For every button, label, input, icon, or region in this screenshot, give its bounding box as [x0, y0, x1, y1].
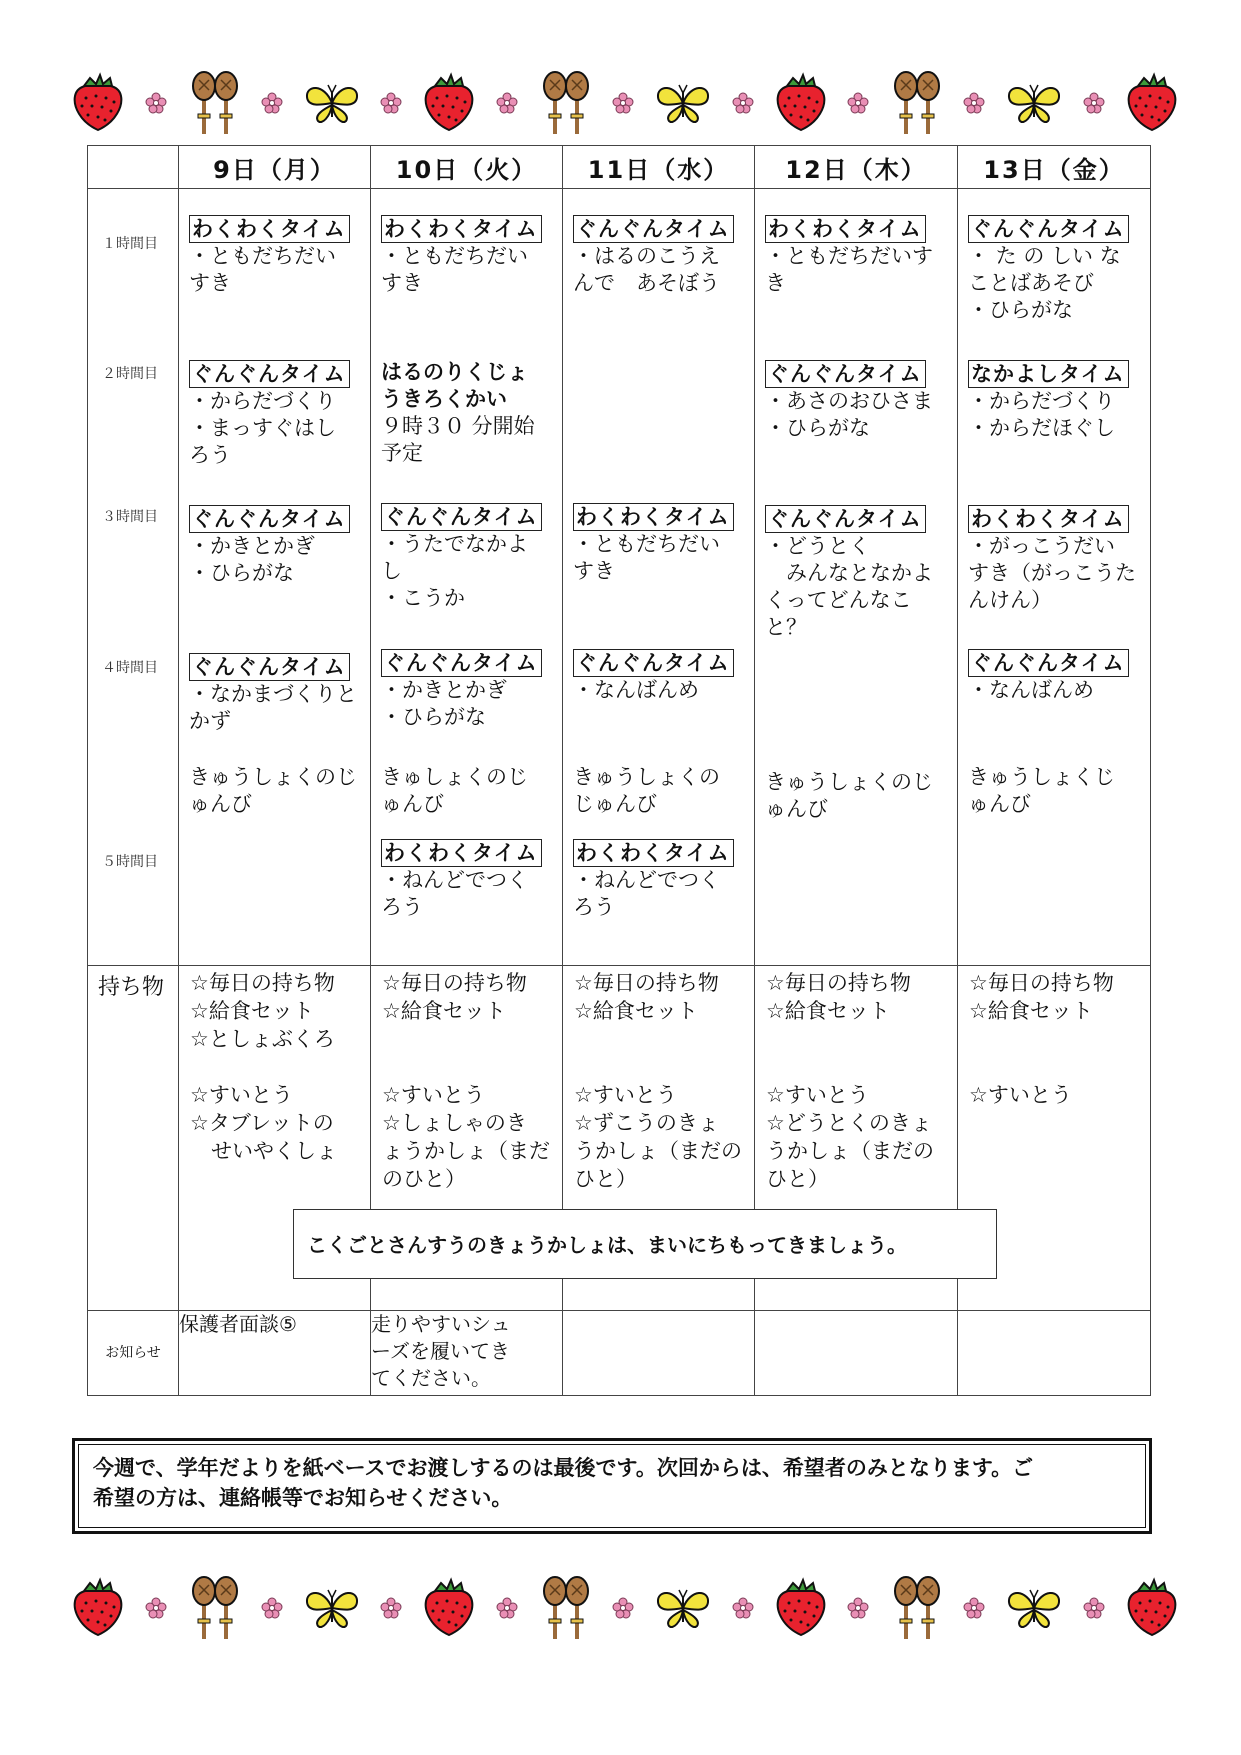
lesson-detail: ・なんばんめ	[968, 678, 1094, 702]
lesson-block	[573, 649, 748, 704]
lesson-detail: んけん）	[968, 588, 1052, 612]
decorative-border-bottom	[70, 1563, 1180, 1653]
belonging-item: ひと）	[574, 1167, 637, 1191]
belonging-item: うかしょ（まだの	[766, 1139, 934, 1163]
lunch-prep	[189, 764, 364, 818]
lesson-tag: ぐんぐんタイム	[189, 360, 350, 388]
day-header-wed: 11日（水）	[563, 146, 755, 189]
lunch-text: きゅしょくのじ	[381, 765, 528, 789]
lesson-block	[381, 649, 556, 731]
lesson-detail: ・どうとく	[765, 534, 870, 558]
lesson-detail: ・ひらがな	[189, 561, 294, 585]
lesson-detail: ・ともだちだいす	[765, 244, 933, 268]
flower-icon	[380, 92, 402, 114]
lesson-detail: ・がっこうだい	[968, 534, 1115, 558]
lesson-detail: ・からだづくり	[189, 389, 336, 413]
day-header-tue: 10日（火）	[371, 146, 563, 189]
belonging-item: ☆毎日の持ち物	[766, 971, 911, 995]
lesson-tag: ぐんぐんタイム	[573, 215, 734, 243]
lesson-block	[189, 360, 364, 469]
lesson-block	[968, 215, 1144, 324]
flower-icon	[847, 92, 869, 114]
lesson-block	[968, 505, 1144, 614]
period-label: ４時間目	[102, 660, 158, 676]
butterfly-icon	[653, 81, 713, 125]
lesson-tag: わくわくタイム	[573, 839, 734, 867]
belonging-item: のひと）	[382, 1167, 466, 1191]
flower-icon	[612, 92, 634, 114]
notice-tue	[371, 1311, 563, 1396]
belongings-label: 持ち物	[88, 966, 179, 1311]
butterfly-icon	[653, 1586, 713, 1630]
bottom-notice-inner	[78, 1444, 1146, 1528]
belonging-item: ☆給食セット	[766, 999, 890, 1023]
strawberry-icon	[421, 1577, 477, 1639]
bottom-notice-text: 今週で、学年だよりを紙ベースでお渡しするのは最後です。次回からは、希望者のみとなります。ご	[93, 1456, 1034, 1480]
lesson-tag: ぐんぐんタイム	[189, 505, 350, 533]
lesson-tag: わくわくタイム	[765, 215, 926, 243]
lesson-detail: ・ひらがな	[765, 416, 870, 440]
lesson-detail: ９時３０ 分開始	[381, 414, 535, 438]
dango-icon	[888, 70, 944, 136]
flower-icon	[612, 1597, 634, 1619]
period-label-column	[88, 189, 179, 966]
lesson-detail: ・ともだちだい	[381, 244, 528, 268]
dango-icon	[186, 70, 242, 136]
butterfly-icon	[302, 1586, 362, 1630]
lunch-text: きゅうしょくのじ	[765, 770, 933, 794]
day-header-thu: 12日（木）	[755, 146, 958, 189]
lesson-detail: 予定	[381, 441, 423, 465]
flower-icon	[963, 92, 985, 114]
belonging-item: ☆すいとう	[969, 1083, 1072, 1107]
lunch-prep	[968, 764, 1144, 818]
flower-icon	[261, 1597, 283, 1619]
lesson-tag: ぐんぐんタイム	[968, 215, 1129, 243]
lesson-detail: ・からだづくり	[968, 389, 1115, 413]
corner-cell	[88, 146, 179, 189]
lesson-detail: ・はるのこうえ	[573, 244, 720, 268]
lesson-detail: くってどんなこ	[765, 588, 912, 612]
belonging-item: ☆ずこうのきょ	[574, 1111, 719, 1135]
belonging-item: ょうかしょ（まだ	[382, 1139, 550, 1163]
flower-icon	[847, 1597, 869, 1619]
lesson-block	[573, 839, 748, 921]
lunch-text: ゅんび	[381, 792, 444, 816]
belonging-item: ☆しょしゃのき	[382, 1111, 527, 1135]
dango-icon	[537, 70, 593, 136]
bottom-notice-text: 希望の方は、連絡帳等でお知らせください。	[93, 1486, 513, 1510]
notice-text: ーズを履いてき	[371, 1339, 510, 1363]
day-column-mon	[179, 189, 371, 966]
lesson-detail: ・なんばんめ	[573, 678, 699, 702]
lesson-block	[765, 360, 951, 442]
strawberry-icon	[70, 72, 126, 134]
notice-text: 走りやすいシュ	[371, 1312, 511, 1336]
strawberry-icon	[1124, 1577, 1180, 1639]
belonging-item: ☆給食セット	[574, 999, 698, 1023]
flower-icon	[963, 1597, 985, 1619]
lesson-detail: ・かきとかぎ	[381, 678, 507, 702]
lesson-block	[381, 215, 556, 297]
belonging-item: ☆すいとう	[190, 1083, 293, 1107]
period-label: ５時間目	[102, 854, 158, 870]
flower-icon	[732, 92, 754, 114]
notice-text: てください。	[371, 1366, 491, 1390]
butterfly-icon	[1004, 81, 1064, 125]
period-label: ３時間目	[102, 509, 158, 525]
lesson-tag: ぐんぐんタイム	[573, 649, 734, 677]
lesson-block	[968, 360, 1144, 442]
lesson-detail: ろう	[573, 895, 615, 919]
belonging-item: ☆すいとう	[382, 1083, 485, 1107]
lesson-block	[765, 215, 951, 297]
lesson-detail: かず	[189, 709, 231, 733]
flower-icon	[145, 1597, 167, 1619]
butterfly-icon	[1004, 1586, 1064, 1630]
strawberry-icon	[421, 72, 477, 134]
strawberry-icon	[773, 1577, 829, 1639]
lesson-block	[573, 503, 748, 585]
decorative-border-top	[70, 58, 1180, 148]
lesson-tag: ぐんぐんタイム	[189, 653, 350, 681]
lesson-block	[381, 839, 556, 921]
notice-thu	[755, 1311, 958, 1396]
event-title: うきろくかい	[381, 387, 507, 411]
lesson-detail: ・からだほぐし	[968, 416, 1115, 440]
lunch-text: ゅんび	[189, 792, 252, 816]
lesson-detail: ・こうか	[381, 586, 465, 610]
belonging-item: ☆としょぶくろ	[190, 1027, 335, 1051]
day-header-mon: 9日（月）	[179, 146, 371, 189]
lunch-text: ゅんび	[765, 797, 828, 821]
strawberry-icon	[70, 1577, 126, 1639]
lunch-text: ゅんび	[968, 792, 1031, 816]
lesson-detail: き	[765, 271, 786, 295]
lesson-tag: わくわくタイム	[968, 505, 1129, 533]
notice-text: 保護者面談⑤	[179, 1312, 297, 1336]
day-header-row	[88, 146, 1151, 189]
day-column-wed	[563, 189, 755, 966]
lesson-tag: わくわくタイム	[381, 839, 542, 867]
lesson-detail: すき	[573, 559, 615, 583]
lesson-detail: ・ともだちだい	[189, 244, 336, 268]
dango-icon	[888, 1575, 944, 1641]
lesson-detail: ・なかまづくりと	[189, 682, 357, 706]
belonging-item: ☆タブレットの	[190, 1111, 334, 1135]
flower-icon	[145, 92, 167, 114]
day-header-fri: 13日（金）	[958, 146, 1151, 189]
textbook-reminder: こくごとさんすうのきょうかしょは、まいにちもってきましょう。	[293, 1209, 997, 1279]
notice-wed	[563, 1311, 755, 1396]
lesson-detail: ・ た の しい な	[968, 244, 1121, 268]
flower-icon	[261, 92, 283, 114]
period-label: ２時間目	[102, 366, 158, 382]
lesson-block	[573, 215, 748, 297]
lesson-detail: し	[381, 559, 402, 583]
belonging-item: ☆すいとう	[574, 1083, 677, 1107]
strawberry-icon	[1124, 72, 1180, 134]
dango-icon	[186, 1575, 242, 1641]
lesson-detail: ・うたでなかよ	[381, 532, 528, 556]
flower-icon	[496, 92, 518, 114]
butterfly-icon	[302, 81, 362, 125]
notice-row	[88, 1311, 1151, 1396]
event-title: はるのりくじょ	[381, 360, 528, 384]
flower-icon	[1083, 1597, 1105, 1619]
lunch-prep	[381, 764, 556, 818]
lesson-detail: ことばあそび	[968, 271, 1094, 295]
belonging-item: うかしょ（まだの	[574, 1139, 742, 1163]
lesson-tag: わくわくタイム	[189, 215, 350, 243]
lunch-prep	[573, 764, 748, 818]
lesson-detail: と？	[765, 615, 807, 639]
lesson-tag: なかよしタイム	[968, 360, 1129, 388]
lesson-detail: ・ひらがな	[968, 298, 1073, 322]
lunch-text: きゅうしょくの	[573, 765, 720, 789]
lesson-tag: ぐんぐんタイム	[968, 649, 1129, 677]
belonging-item: ☆毎日の持ち物	[574, 971, 719, 995]
flower-icon	[732, 1597, 754, 1619]
bottom-notice-box	[72, 1438, 1152, 1534]
lesson-detail: ・ひらがな	[381, 705, 486, 729]
lesson-detail: すき	[189, 271, 231, 295]
dango-icon	[537, 1575, 593, 1641]
lesson-detail: ・ともだちだい	[573, 532, 720, 556]
lesson-tag: ぐんぐんタイム	[381, 649, 542, 677]
belonging-item: せいやくしょ	[190, 1139, 337, 1163]
periods-row	[88, 189, 1151, 966]
belonging-item: ☆給食セット	[969, 999, 1093, 1023]
notice-mon	[179, 1311, 371, 1396]
belonging-item: ☆すいとう	[766, 1083, 869, 1107]
notice-label: お知らせ	[88, 1311, 179, 1396]
lesson-block	[189, 653, 364, 735]
flower-icon	[496, 1597, 518, 1619]
lesson-detail: ・かきとかぎ	[189, 534, 315, 558]
lesson-block	[765, 505, 951, 641]
lesson-detail: すき（がっこうた	[968, 561, 1136, 585]
lesson-detail: ・あさのおひさま	[765, 389, 933, 413]
period-label: １時間目	[102, 236, 158, 252]
lesson-tag: わくわくタイム	[573, 503, 734, 531]
lesson-block	[381, 359, 556, 467]
lesson-block	[381, 503, 556, 612]
belonging-item: ☆毎日の持ち物	[190, 971, 335, 995]
lesson-block	[189, 215, 364, 297]
lesson-tag: ぐんぐんタイム	[765, 360, 926, 388]
lesson-detail: すき	[381, 271, 423, 295]
lesson-tag: ぐんぐんタイム	[381, 503, 542, 531]
lesson-block	[968, 649, 1144, 704]
belonging-item: ☆毎日の持ち物	[382, 971, 527, 995]
lesson-tag: わくわくタイム	[381, 215, 542, 243]
lesson-block	[189, 505, 364, 587]
lunch-text: じゅんび	[573, 792, 657, 816]
lunch-text: きゅうしょくのじ	[189, 765, 357, 789]
lesson-detail: ・ねんどでつく	[573, 868, 720, 892]
belonging-item: ☆給食セット	[382, 999, 506, 1023]
notice-fri	[958, 1311, 1151, 1396]
lesson-detail: ろう	[189, 443, 231, 467]
belonging-item: ☆どうとくのきょ	[766, 1111, 932, 1135]
lesson-tag: ぐんぐんタイム	[765, 505, 926, 533]
lesson-detail: ・まっすぐはし	[189, 416, 336, 440]
lesson-detail: んで あそぼう	[573, 271, 720, 295]
belonging-item: ☆毎日の持ち物	[969, 971, 1114, 995]
lesson-detail: ろう	[381, 895, 423, 919]
lesson-detail: みんなとなかよ	[765, 561, 933, 585]
flower-icon	[1083, 92, 1105, 114]
belonging-item: ひと）	[766, 1167, 829, 1191]
day-column-thu	[755, 189, 958, 966]
lesson-detail: ・ねんどでつく	[381, 868, 528, 892]
day-column-fri	[958, 189, 1151, 966]
belonging-item: ☆給食セット	[190, 999, 314, 1023]
lunch-text: きゅうしょくじ	[968, 765, 1115, 789]
day-column-tue	[371, 189, 563, 966]
strawberry-icon	[773, 72, 829, 134]
lunch-prep	[765, 769, 951, 823]
flower-icon	[380, 1597, 402, 1619]
